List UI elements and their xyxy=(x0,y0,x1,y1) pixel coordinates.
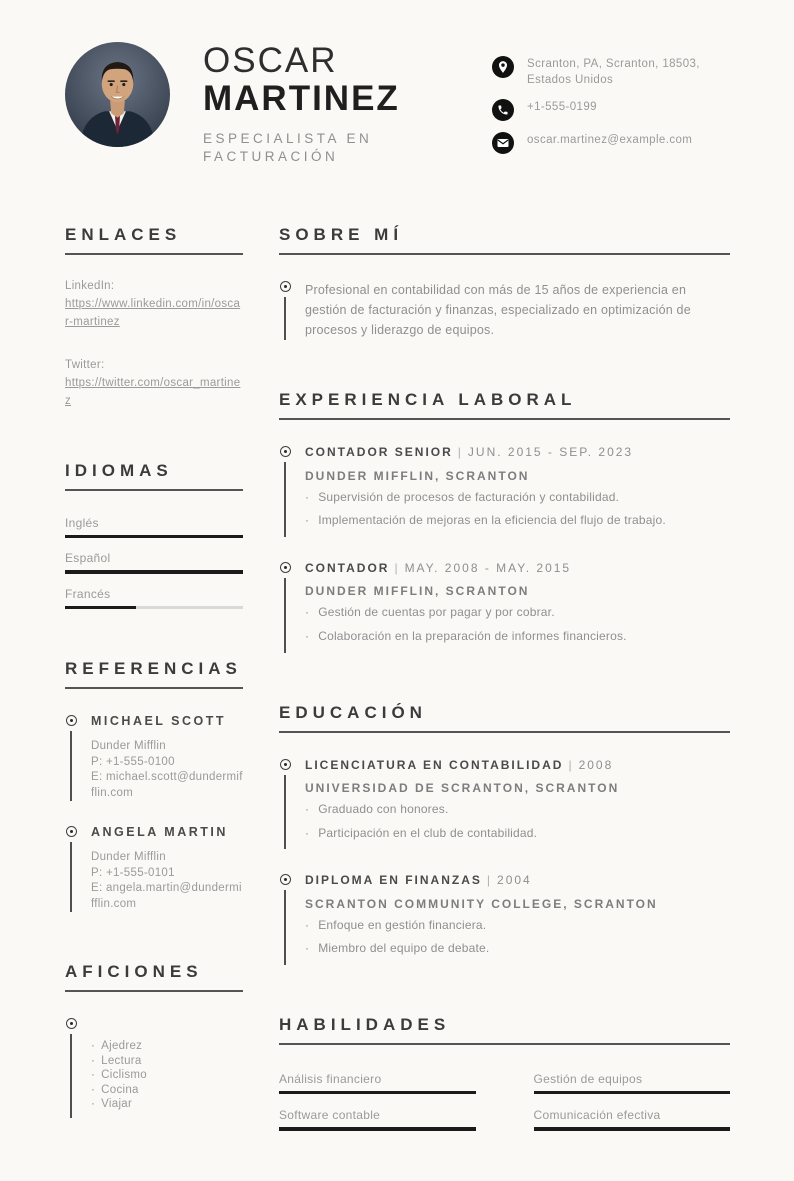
timeline-marker-icon xyxy=(280,446,291,457)
reference-details xyxy=(91,739,243,801)
education-dates: 2008 xyxy=(578,757,614,772)
skill-name: Comunicación efectiva xyxy=(533,1108,661,1123)
experience-role: CONTADOR SENIOR xyxy=(305,445,453,460)
section-enlaces xyxy=(65,225,243,410)
section-aficiones xyxy=(65,962,243,1118)
timeline-marker-icon xyxy=(66,715,77,726)
bullet-item: · Implementación de mejoras en la eficiencia del flujo de trabajo. xyxy=(305,513,730,529)
timeline-line xyxy=(70,731,72,801)
education-school: UNIVERSIDAD DE SCRANTON, SCRANTON xyxy=(305,780,620,795)
educacion-title: EDUCACIÓN xyxy=(279,703,730,733)
email-icon xyxy=(492,132,514,154)
last-name: MARTINEZ xyxy=(203,78,400,118)
about-entry xyxy=(279,280,730,340)
reference-email: E: angela.martin@dundermifflin.com xyxy=(91,882,242,910)
reference-entry xyxy=(65,714,243,801)
skill-item xyxy=(279,1072,476,1095)
timeline-marker-icon xyxy=(280,281,291,292)
reference-phone: P: +1-555-0100 xyxy=(91,755,175,768)
experience-entry xyxy=(279,445,730,537)
reference-company: Dunder Mifflin xyxy=(91,851,166,864)
language-bar-fill xyxy=(65,606,136,610)
education-degree-line xyxy=(305,758,730,772)
skill-bar-fill xyxy=(534,1127,731,1131)
right-column xyxy=(279,225,730,1180)
bullet-item: · Colaboración en la preparación de informes financieros. xyxy=(305,629,730,645)
language-row xyxy=(65,516,243,539)
sobre-mi-title: SOBRE MÍ xyxy=(279,225,730,255)
content-columns xyxy=(65,225,730,1180)
header xyxy=(65,42,730,167)
enlaces-title: ENLACES xyxy=(65,225,243,255)
bullet-item: · Supervisión de procesos de facturación y contabilidad. xyxy=(305,490,730,506)
education-entry xyxy=(279,758,730,850)
contact-location: Scranton, PA, Scranton, 18503, Estados Unidos xyxy=(527,58,700,87)
experience-role: CONTADOR xyxy=(305,560,390,575)
experience-company: DUNDER MIFFLIN, SCRANTON xyxy=(305,584,530,599)
avatar xyxy=(65,42,170,147)
timeline-line xyxy=(70,1034,72,1118)
timeline-rail xyxy=(279,561,291,653)
habilidades-title: HABILIDADES xyxy=(279,1015,730,1045)
bullet-item: · Enfoque en gestión financiera. xyxy=(305,918,730,934)
link-label: Twitter: xyxy=(65,359,105,371)
hobby-item: · Ciclismo xyxy=(91,1068,243,1083)
left-column xyxy=(65,225,243,1180)
skill-bar xyxy=(534,1091,731,1095)
job-title: ESPECIALISTA EN FACTURACIÓN xyxy=(203,130,373,165)
experience-role-line xyxy=(305,445,730,459)
timeline-line xyxy=(70,842,72,912)
timeline-line xyxy=(284,578,286,653)
reference-name: ANGELA MARTIN xyxy=(91,825,228,840)
section-referencias xyxy=(65,659,243,912)
link-item-linkedin xyxy=(65,280,243,332)
contact-phone-row xyxy=(492,99,730,121)
contact-email-row xyxy=(492,132,730,154)
skill-bar-fill xyxy=(534,1091,731,1095)
experience-dates: JUN. 2015 - SEP. 2023 xyxy=(467,445,634,460)
skill-item xyxy=(534,1072,731,1095)
experience-company: DUNDER MIFFLIN, SCRANTON xyxy=(305,468,530,483)
skill-name: Análisis financiero xyxy=(279,1071,382,1086)
timeline-line xyxy=(284,775,286,850)
skill-bar xyxy=(279,1091,476,1095)
education-degree: LICENCIATURA EN CONTABILIDAD xyxy=(305,757,564,772)
timeline-rail xyxy=(65,714,77,801)
timeline-marker-icon xyxy=(66,1018,77,1029)
skill-bar xyxy=(534,1127,731,1131)
language-name: Español xyxy=(65,551,111,566)
first-name: OSCAR xyxy=(203,41,338,80)
language-bar-fill xyxy=(65,535,243,539)
bullet-item: · Gestión de cuentas por pagar y por cobrar. xyxy=(305,605,730,621)
skill-bar xyxy=(279,1127,476,1131)
referencias-title: REFERENCIAS xyxy=(65,659,243,689)
separator: | xyxy=(394,560,400,575)
language-name: Francés xyxy=(65,586,111,601)
bullet-item: · Graduado con honores. xyxy=(305,802,730,818)
bullet-item: · Participación en el club de contabilidad. xyxy=(305,826,730,842)
timeline-rail xyxy=(65,1017,77,1118)
contact-email: oscar.martinez@example.com xyxy=(527,134,693,147)
skill-item xyxy=(279,1108,476,1131)
education-dates: 2004 xyxy=(497,873,532,888)
skill-bar-fill xyxy=(279,1127,476,1131)
language-bar xyxy=(65,606,243,610)
separator: | xyxy=(457,445,463,460)
twitter-link[interactable]: https://twitter.com/oscar_martinez xyxy=(65,377,241,407)
bullet-item: · Miembro del equipo de debate. xyxy=(305,941,730,957)
section-habilidades xyxy=(279,1015,730,1131)
reference-company: Dunder Mifflin xyxy=(91,740,166,753)
timeline-marker-icon xyxy=(280,874,291,885)
experiencia-title: EXPERIENCIA LABORAL xyxy=(279,390,730,420)
experience-role-line xyxy=(305,561,730,575)
contact-location-row xyxy=(492,56,730,88)
location-icon xyxy=(492,56,514,78)
hobby-item: · Ajedrez xyxy=(91,1039,243,1054)
timeline-rail xyxy=(279,873,291,965)
timeline-marker-icon xyxy=(280,759,291,770)
reference-entry xyxy=(65,825,243,912)
timeline-marker-icon xyxy=(66,826,77,837)
about-text: Profesional en contabilidad con más de 15 años de experiencia en gestión de facturación y finanzas, especializado en optimización de procesos y liderazgo de equipos. xyxy=(305,283,691,338)
avatar-photo-illustration xyxy=(65,42,170,147)
idiomas-title: IDIOMAS xyxy=(65,461,243,491)
experience-bullets xyxy=(305,605,730,644)
language-row xyxy=(65,587,243,610)
aficiones-title: AFICIONES xyxy=(65,962,243,992)
timeline-marker-icon xyxy=(280,562,291,573)
timeline-line xyxy=(284,462,286,537)
section-idiomas xyxy=(65,461,243,610)
hobby-item: · Cocina xyxy=(91,1083,243,1098)
hobbies-entry xyxy=(65,1017,243,1118)
experience-bullets xyxy=(305,490,730,529)
education-school: SCRANTON COMMUNITY COLLEGE, SCRANTON xyxy=(305,896,658,911)
education-bullets xyxy=(305,918,730,957)
hobby-item: · Viajar xyxy=(91,1097,243,1112)
skill-name: Software contable xyxy=(279,1108,381,1123)
hobby-item: · Lectura xyxy=(91,1054,243,1069)
education-degree: DIPLOMA EN FINANZAS xyxy=(305,873,482,888)
reference-email: E: michael.scott@dundermifflin.com xyxy=(91,771,243,799)
language-row xyxy=(65,551,243,574)
education-entry xyxy=(279,873,730,965)
language-name: Inglés xyxy=(65,515,99,530)
contact-phone: +1-555-0199 xyxy=(527,101,597,114)
linkedin-link[interactable]: https://www.linkedin.com/in/oscar-martinez xyxy=(65,298,241,329)
reference-phone: P: +1-555-0101 xyxy=(91,866,175,879)
skill-item xyxy=(534,1108,731,1131)
skills-grid xyxy=(279,1072,730,1131)
separator: | xyxy=(568,757,574,772)
timeline-rail xyxy=(279,280,291,340)
phone-icon xyxy=(492,99,514,121)
timeline-rail xyxy=(65,825,77,912)
education-bullets xyxy=(305,802,730,841)
language-bar xyxy=(65,535,243,539)
timeline-line xyxy=(284,297,286,340)
timeline-rail xyxy=(279,758,291,850)
skill-bar-fill xyxy=(279,1091,476,1095)
reference-details xyxy=(91,850,243,912)
timeline-line xyxy=(284,890,286,965)
contact-block xyxy=(492,56,730,165)
language-bar-fill xyxy=(65,570,243,574)
link-item-twitter xyxy=(65,359,243,411)
experience-dates: MAY. 2008 - MAY. 2015 xyxy=(404,560,572,575)
education-degree-line xyxy=(305,873,730,887)
section-sobre-mi xyxy=(279,225,730,340)
separator: | xyxy=(486,873,493,888)
skill-name: Gestión de equipos xyxy=(533,1071,643,1086)
reference-name: MICHAEL SCOTT xyxy=(91,714,227,729)
link-label: LinkedIn: xyxy=(65,280,115,293)
hobby-list xyxy=(91,1039,243,1118)
name-block xyxy=(203,42,492,167)
language-bar xyxy=(65,570,243,574)
section-educacion xyxy=(279,703,730,965)
section-experiencia xyxy=(279,390,730,652)
timeline-rail xyxy=(279,445,291,537)
experience-entry xyxy=(279,561,730,653)
